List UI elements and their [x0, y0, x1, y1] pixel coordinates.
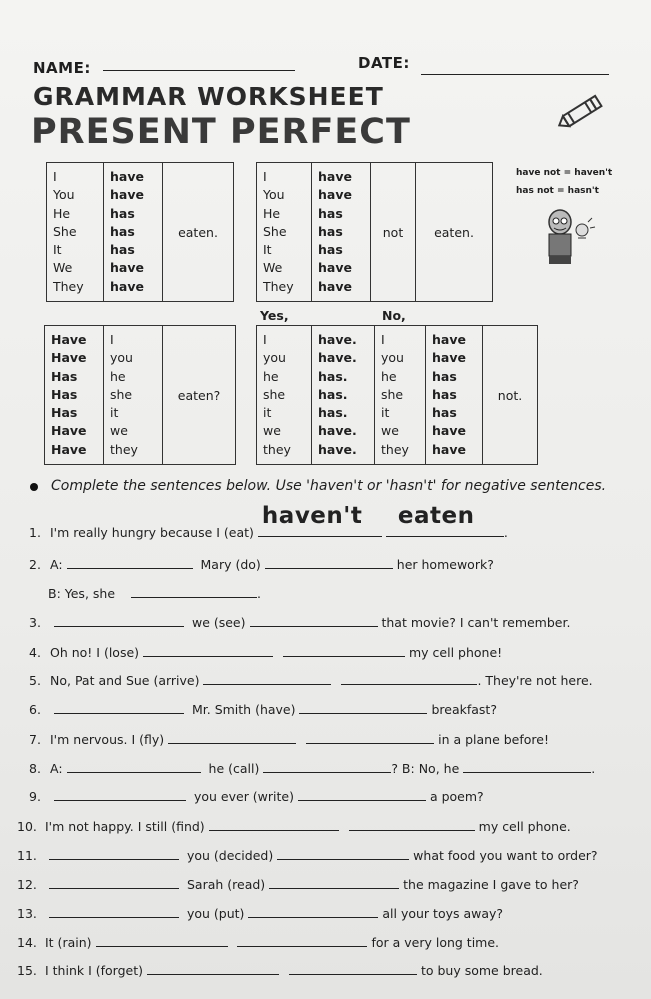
answer-blank[interactable]	[203, 672, 331, 685]
contraction-notes	[516, 164, 612, 200]
date-label: DATE:	[358, 54, 410, 72]
answer-blank[interactable]	[67, 760, 201, 773]
auxiliary-cell: have	[110, 187, 144, 203]
auxiliary-cell: have	[318, 278, 352, 294]
sentence-12: 12. Sarah (read) the magazine I gave to her?	[17, 877, 579, 892]
auxiliary-cell: have.	[318, 441, 357, 457]
auxiliary-cell: have	[432, 350, 466, 366]
answer-blank[interactable]	[289, 962, 417, 975]
answer-blank[interactable]	[67, 556, 193, 569]
sentence-8: 8. A: he (call) ? B: No, he .	[29, 761, 596, 776]
sentence-11: 11. you (decided) what food you want to order?	[17, 848, 598, 863]
subject-cell: it	[263, 405, 272, 421]
sentence-7: 7. I'm nervous. I (fly) in a plane before!	[29, 732, 549, 747]
name-label: NAME:	[33, 59, 91, 77]
auxiliary-cell: has.	[318, 368, 348, 384]
auxiliary-cell: has	[432, 405, 457, 421]
answer-blank[interactable]	[237, 934, 367, 947]
auxiliary-cell: has	[318, 205, 343, 221]
worksheet-title: GRAMMAR WORKSHEET	[33, 82, 384, 111]
auxiliary-column	[312, 163, 370, 296]
subject-cell: they	[381, 441, 409, 457]
main-verb: eaten?	[163, 326, 236, 465]
auxiliary-cell: Has	[51, 368, 78, 384]
subject-cell: She	[263, 223, 287, 239]
answer-blank[interactable]	[49, 847, 179, 860]
no-auxiliary-column	[426, 326, 482, 459]
name-field[interactable]	[103, 70, 295, 71]
answer-blank[interactable]	[96, 934, 228, 947]
note-havent: have not = haven't	[516, 168, 613, 178]
auxiliary-cell: have	[318, 169, 352, 184]
subject-cell: You	[263, 187, 285, 203]
affirmative-table	[46, 162, 234, 302]
auxiliary-cell: have	[432, 332, 466, 347]
sentence-3: 3. we (see) that movie? I can't remember.	[29, 615, 571, 630]
auxiliary-cell: has	[432, 386, 457, 402]
subject-cell: I	[381, 332, 385, 347]
auxiliary-cell: have	[318, 260, 352, 276]
answer-blank[interactable]	[269, 876, 399, 889]
main-verb: eaten.	[163, 163, 234, 302]
subject-cell: you	[263, 350, 286, 366]
auxiliary-cell: Have	[51, 332, 87, 347]
subject-column	[104, 326, 162, 459]
subject-cell: I	[110, 332, 114, 347]
answer-blank[interactable]	[131, 585, 257, 598]
subject-cell: it	[110, 405, 119, 421]
answer-blank[interactable]	[283, 644, 405, 657]
subject-cell: she	[381, 386, 404, 402]
answer-blank[interactable]	[49, 876, 179, 889]
subject-cell: she	[263, 386, 286, 402]
auxiliary-cell: have.	[318, 423, 357, 439]
subject-cell: she	[110, 386, 133, 402]
subject-cell: he	[110, 368, 126, 384]
pencil-icon	[556, 94, 606, 132]
yes-label: Yes,	[260, 308, 289, 323]
sentence-14: 14. It (rain) for a very long time.	[17, 935, 500, 950]
subject-cell: we	[381, 423, 399, 439]
subject-cell: they	[263, 441, 291, 457]
auxiliary-cell: have	[432, 441, 466, 457]
subject-cell: We	[263, 260, 283, 276]
subject-cell: I	[53, 169, 57, 184]
answer-blank[interactable]	[168, 731, 296, 744]
answer-blank[interactable]	[209, 818, 339, 831]
worksheet-subtitle: PRESENT PERFECT	[31, 112, 411, 152]
subject-cell: he	[381, 368, 397, 384]
sentence-15: 15. I think I (forget) to buy some bread.	[17, 963, 543, 978]
thinking-man-icon	[540, 208, 596, 266]
subject-column	[47, 163, 103, 296]
negative-word: not	[371, 163, 416, 302]
no-subject-column	[375, 326, 425, 459]
yes-auxiliary-column	[312, 326, 374, 459]
short-answer-table	[256, 325, 538, 465]
answer-blank[interactable]	[349, 818, 475, 831]
subject-cell: I	[263, 169, 267, 184]
subject-cell: they	[110, 441, 138, 457]
auxiliary-cell: have	[110, 278, 144, 294]
answer-blank[interactable]	[258, 503, 382, 537]
auxiliary-column	[104, 163, 162, 296]
subject-cell: You	[53, 187, 75, 203]
subject-cell: I	[263, 332, 267, 347]
auxiliary-cell: Have	[51, 441, 87, 457]
auxiliary-cell: has.	[318, 386, 348, 402]
subject-column	[257, 163, 311, 296]
auxiliary-cell: has	[110, 223, 135, 239]
answer-blank[interactable]	[248, 905, 378, 918]
auxiliary-cell: have	[432, 423, 466, 439]
answer-blank[interactable]	[54, 701, 184, 714]
subject-cell: we	[263, 423, 281, 439]
subject-cell: It	[263, 242, 272, 258]
auxiliary-cell: has	[432, 368, 457, 384]
auxiliary-cell: have	[110, 169, 144, 184]
subject-cell: We	[53, 260, 73, 276]
sentence-13: 13. you (put) all your toys away?	[17, 906, 504, 921]
auxiliary-cell: has	[318, 223, 343, 239]
no-label: No,	[382, 308, 406, 323]
subject-cell: you	[110, 350, 133, 366]
question-table	[44, 325, 236, 465]
subject-cell: He	[53, 205, 71, 221]
negative-table	[256, 162, 493, 302]
instructions: Complete the sentences below. Use 'haven't or 'hasn't' for negative sentences.	[51, 478, 607, 494]
sentence-2: 2. A: Mary (do) her homework?	[29, 557, 494, 572]
date-field[interactable]	[421, 74, 609, 75]
auxiliary-cell: Have	[51, 350, 87, 366]
sentence-6: 6. Mr. Smith (have) breakfast?	[29, 702, 497, 717]
subject-cell: he	[263, 368, 279, 384]
subject-cell: They	[53, 278, 84, 294]
bullet-icon	[30, 483, 38, 491]
subject-cell: He	[263, 205, 281, 221]
subject-cell: It	[53, 242, 62, 258]
sentence-1: 1. I'm really hungry because I (eat) haven't eaten .	[29, 503, 508, 540]
answer-blank[interactable]	[386, 503, 504, 537]
auxiliary-cell: have	[110, 260, 144, 276]
answer-blank[interactable]	[250, 614, 378, 627]
auxiliary-cell: Has	[51, 405, 78, 421]
main-verb: eaten.	[416, 163, 493, 302]
answer-blank[interactable]	[341, 672, 477, 685]
sentence-2b: B: Yes, she .	[48, 586, 261, 601]
answer-blank[interactable]	[143, 644, 273, 657]
answer-blank[interactable]	[306, 731, 434, 744]
answer-blank[interactable]	[54, 788, 186, 801]
auxiliary-cell: have	[318, 187, 352, 203]
auxiliary-cell: have.	[318, 350, 357, 366]
auxiliary-cell: has	[110, 242, 135, 258]
answer-blank[interactable]	[463, 760, 591, 773]
answer-blank[interactable]	[263, 760, 391, 773]
negative-word: not.	[483, 326, 538, 465]
subject-cell: She	[53, 223, 77, 239]
subject-cell: we	[110, 423, 128, 439]
answer-blank[interactable]	[147, 962, 279, 975]
auxiliary-cell: have.	[318, 332, 357, 347]
auxiliary-cell: Have	[51, 423, 87, 439]
note-hasnt: has not = hasn't	[516, 186, 599, 196]
answer-blank[interactable]	[49, 905, 179, 918]
sentence-10: 10. I'm not happy. I still (find) my cell phone.	[17, 819, 571, 834]
handwritten-answer: eaten	[397, 503, 475, 529]
auxiliary-cell: has.	[318, 405, 348, 421]
subject-cell: it	[381, 405, 390, 421]
yes-subject-column	[257, 326, 311, 459]
answer-blank[interactable]	[265, 556, 393, 569]
auxiliary-cell: Has	[51, 386, 78, 402]
subject-cell: you	[381, 350, 404, 366]
answer-blank[interactable]	[299, 701, 427, 714]
sentence-4: 4. Oh no! I (lose) my cell phone!	[29, 645, 503, 660]
answer-blank[interactable]	[298, 788, 426, 801]
sentence-9: 9. you ever (write) a poem?	[29, 789, 484, 804]
subject-cell: They	[263, 278, 294, 294]
auxiliary-cell: has	[110, 205, 135, 221]
sentence-5: 5. No, Pat and Sue (arrive) . They're not here.	[29, 673, 593, 688]
answer-blank[interactable]	[277, 847, 409, 860]
auxiliary-cell: has	[318, 242, 343, 258]
handwritten-answer: haven't	[261, 503, 363, 529]
auxiliary-column	[45, 326, 103, 459]
answer-blank[interactable]	[54, 614, 184, 627]
